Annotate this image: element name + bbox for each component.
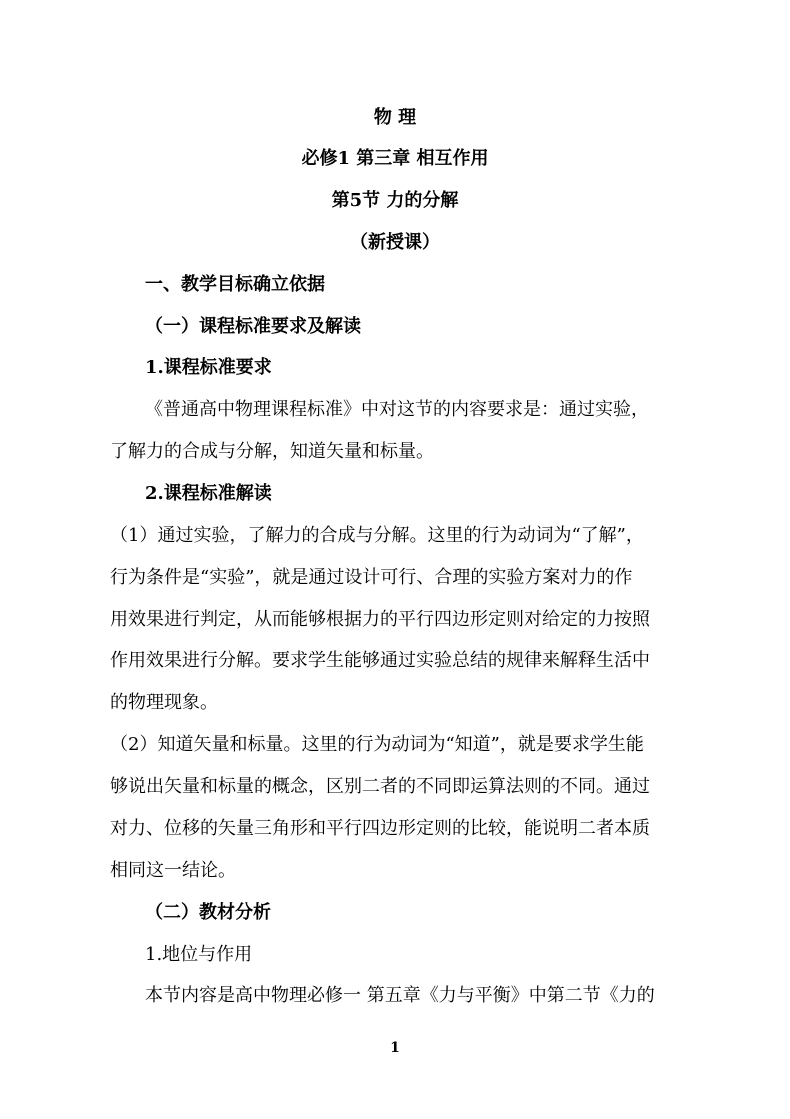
paragraph-line: 相同这一结论。	[110, 860, 236, 881]
heading-standard-interpretation: 2.课程标准解读	[145, 483, 272, 504]
paragraph-line: 的物理现象。	[110, 692, 218, 713]
page-number: 1	[390, 1040, 400, 1056]
paragraph-line: 用效果进行判定，从而能够根据力的平行四边形定则对给定的力按照	[110, 609, 650, 630]
subject-title: 物 理	[373, 107, 417, 128]
paragraph-line: （2）知道矢量和标量。这里的行为动词为“知道”，就是要求学生能	[110, 734, 644, 755]
lesson-type: （新授课）	[350, 232, 440, 253]
paragraph-line: 对力、位移的矢量三角形和平行四边形定则的比较，能说明二者本质	[110, 818, 650, 839]
chapter-title: 必修1 第三章 相互作用	[301, 148, 489, 169]
heading-curriculum-standard: （一）课程标准要求及解读	[145, 316, 361, 337]
paragraph-line: （1）通过实验，了解力的合成与分解。这里的行为动词为“了解”，	[110, 525, 644, 546]
heading-textbook-analysis: （二）教材分析	[145, 902, 271, 923]
heading-teaching-objectives: 一、教学目标确立依据	[145, 274, 325, 295]
section-title: 第5节 力的分解	[331, 190, 459, 211]
paragraph-line: 作用效果进行分解。要求学生能够通过实验总结的规律来解释生活中	[110, 650, 650, 671]
paragraph-line: 了解力的合成与分解，知道矢量和标量。	[110, 441, 434, 462]
heading-position-role: 1.地位与作用	[145, 944, 253, 965]
paragraph-line: 行为条件是“实验”，就是通过设计可行、合理的实验方案对力的作	[110, 567, 633, 588]
paragraph-line: 本节内容是高中物理必修一 第五章《力与平衡》中第二节《力的	[145, 985, 655, 1006]
paragraph-line: 《普通高中物理课程标准》中对这节的内容要求是：通过实验，	[145, 399, 649, 420]
paragraph-line: 够说出矢量和标量的概念，区别二者的不同即运算法则的不同。通过	[110, 776, 650, 797]
heading-standard-requirement: 1.课程标准要求	[145, 357, 272, 378]
